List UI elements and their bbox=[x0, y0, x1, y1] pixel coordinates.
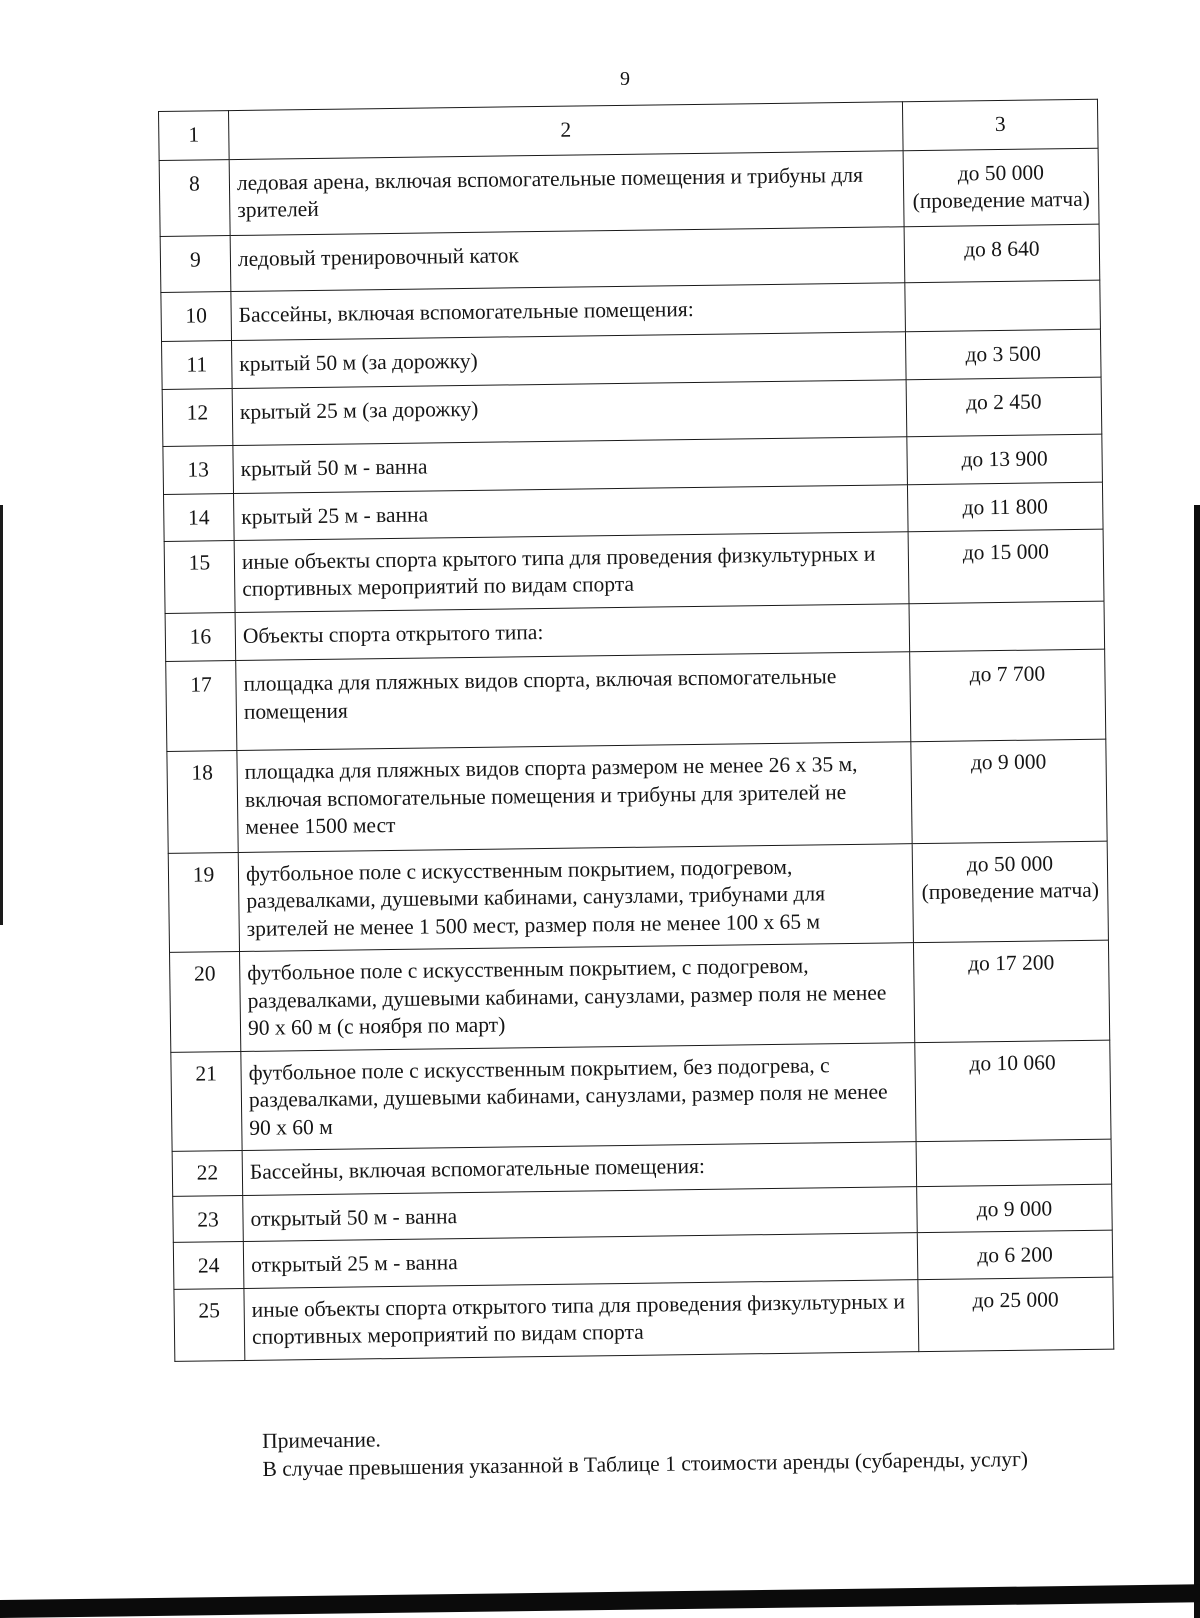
row-description-cell: иные объекты спорта открытого типа для проведения физкультурных и спортивных мероприятий по видам спорта bbox=[244, 1280, 919, 1361]
row-description-cell: Бассейны, включая вспомогательные помещения: bbox=[242, 1142, 917, 1195]
row-number-cell: 19 bbox=[168, 852, 239, 952]
row-price-cell: до 10 060 bbox=[915, 1040, 1111, 1142]
row-number-cell: 12 bbox=[162, 389, 233, 446]
note-title: Примечание. bbox=[262, 1427, 382, 1453]
row-number-cell: 20 bbox=[170, 952, 241, 1052]
row-number-cell: 18 bbox=[167, 751, 238, 853]
table-row bbox=[170, 940, 1110, 1052]
row-number-cell: 25 bbox=[174, 1288, 245, 1361]
row-description-cell: футбольное поле с искусственным покрытием, без подогрева, с раздевалками, душевыми кабинами, санузлами, размер поля не менее 90 х 60 м bbox=[241, 1043, 916, 1151]
scan-bottom-edge bbox=[0, 1584, 1200, 1618]
table-row bbox=[166, 649, 1106, 751]
row-price-cell: до 11 800 bbox=[907, 482, 1103, 531]
row-description-cell: площадка для пляжных видов спорта размером не менее 26 х 35 м, включая вспомогательные помещения и трибуны для зрителей не менее 1500 мест bbox=[237, 742, 912, 852]
row-number-cell: 13 bbox=[163, 445, 234, 494]
note-text: В случае превышения указанной в Таблице 1 стоимости аренды (субаренды, услуг) bbox=[262, 1446, 1029, 1481]
scan-left-edge-mark bbox=[0, 505, 3, 925]
row-description-cell: иные объекты спорта крытого типа для проведения физкультурных и спортивных мероприятий по видам спорта bbox=[234, 531, 909, 612]
row-description-cell: футбольное поле с искусственным покрытием, подогревом, раздевалками, душевыми кабинами, санузлами, трибунами для зрителей не менее 1 500 мест, размер поля не менее 100 х 65 м bbox=[238, 843, 913, 951]
row-price-cell: до 15 000 bbox=[908, 529, 1104, 604]
page-number: 9 bbox=[620, 68, 630, 90]
table-row bbox=[164, 529, 1104, 613]
row-price-cell bbox=[905, 280, 1101, 331]
document-table-wrapper bbox=[158, 99, 1114, 1362]
table-row bbox=[171, 1040, 1111, 1152]
row-description-cell: крытый 25 м (за дорожку) bbox=[232, 380, 907, 445]
table-row bbox=[159, 148, 1099, 236]
row-price-cell: до 3 500 bbox=[905, 329, 1101, 380]
header-cell-2: 2 bbox=[229, 102, 904, 159]
row-price-cell: до 13 900 bbox=[907, 434, 1103, 485]
row-description-cell: крытый 25 м - ванна bbox=[234, 485, 909, 540]
row-description-cell: открытый 50 м - ванна bbox=[243, 1187, 918, 1242]
row-number-cell: 16 bbox=[165, 612, 236, 661]
row-description-cell: площадка для пляжных видов спорта, включая вспомогательные помещения bbox=[236, 652, 911, 751]
table-row bbox=[167, 739, 1107, 853]
table-row bbox=[168, 841, 1108, 953]
row-price-cell: до 25 000 bbox=[918, 1277, 1114, 1352]
row-price-cell: до 9 000 bbox=[917, 1184, 1113, 1233]
header-cell-3: 3 bbox=[902, 99, 1098, 150]
row-price-cell: до 6 200 bbox=[917, 1231, 1113, 1280]
row-number-cell: 23 bbox=[173, 1195, 244, 1242]
row-number-cell: 10 bbox=[161, 292, 232, 341]
row-price-cell: до 8 640 bbox=[904, 224, 1100, 283]
row-price-cell: до 50 000 (проведение матча) bbox=[912, 841, 1108, 943]
row-number-cell: 9 bbox=[160, 235, 231, 292]
row-price-cell bbox=[909, 601, 1105, 652]
row-price-cell: до 17 200 bbox=[913, 940, 1109, 1042]
row-description-cell: ледовый тренировочный каток bbox=[230, 226, 905, 291]
row-number-cell: 21 bbox=[171, 1051, 242, 1151]
row-price-cell: до 2 450 bbox=[906, 377, 1102, 436]
row-description-cell: крытый 50 м - ванна bbox=[233, 436, 908, 493]
note-block bbox=[262, 1417, 1123, 1484]
row-price-cell bbox=[916, 1140, 1112, 1187]
rent-price-table bbox=[158, 99, 1114, 1362]
header-cell-1: 1 bbox=[159, 111, 230, 160]
row-description-cell: Бассейны, включая вспомогательные помещения: bbox=[231, 283, 906, 340]
row-number-cell: 8 bbox=[159, 159, 230, 236]
row-description-cell: футбольное поле с искусственным покрытием, с подогревом, раздевалками, душевыми кабинами, санузлами, размер поля не менее 90 х 60 м (с ноября по март) bbox=[240, 943, 915, 1051]
row-description-cell: открытый 25 м - ванна bbox=[243, 1233, 918, 1288]
row-price-cell: до 50 000 (проведение матча) bbox=[903, 148, 1099, 227]
row-description-cell: крытый 50 м (за дорожку) bbox=[232, 331, 907, 388]
table-row bbox=[174, 1277, 1114, 1361]
scan-right-edge bbox=[1194, 505, 1200, 1618]
row-price-cell: до 7 700 bbox=[910, 649, 1106, 742]
row-number-cell: 15 bbox=[164, 540, 235, 613]
row-description-cell: Объекты спорта открытого типа: bbox=[235, 603, 910, 660]
row-number-cell: 14 bbox=[164, 494, 235, 541]
row-description-cell: ледовая арена, включая вспомогательные помещения и трибуны для зрителей bbox=[229, 150, 904, 235]
row-number-cell: 11 bbox=[162, 340, 233, 389]
row-number-cell: 17 bbox=[166, 661, 237, 752]
row-price-cell: до 9 000 bbox=[911, 739, 1107, 843]
row-number-cell: 22 bbox=[172, 1151, 243, 1196]
row-number-cell: 24 bbox=[173, 1242, 244, 1289]
